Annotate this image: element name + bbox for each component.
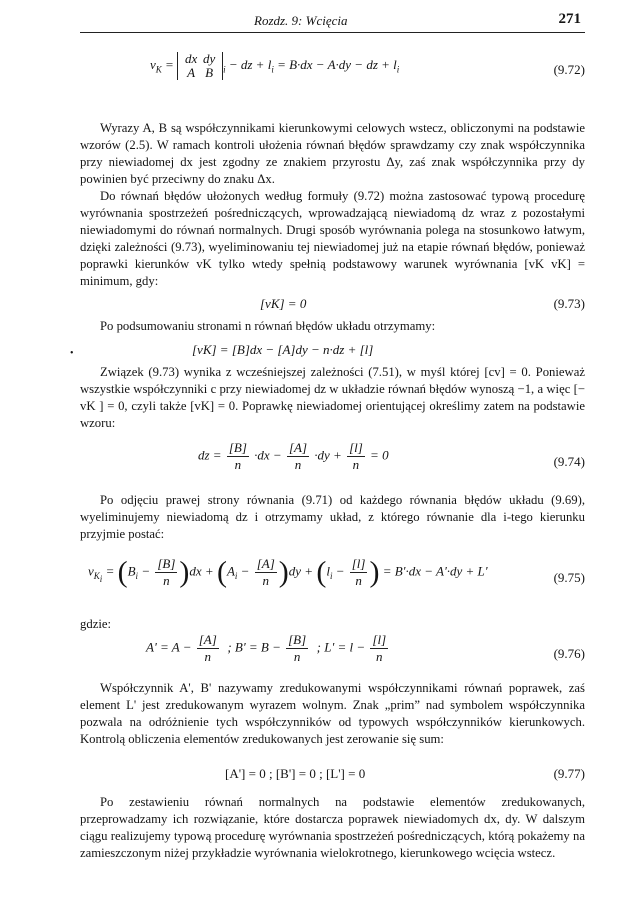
- fraction: $\frac{[l]}{n}$: [351, 556, 366, 588]
- gdzie-label: gdzie:: [80, 617, 112, 631]
- paragraph-7: Po zestawieniu równań normalnych na podstawie elementów zredukowanych, przeprowadzamy ich rozwiązanie, które dostarcza poprawek niewiadomych dx, dy. W dalszym ciągu realizujemy typową procedurę wyrównania spostrzeżeń pośredniczących, którą pokażemy na zamieszczonym niżej przykładzie wyrównania wielokrotnego, kierunkowego wcięcia wstecz.: [80, 795, 585, 860]
- fraction: $\frac{[B]}{n}$: [228, 440, 247, 472]
- paragraph-1: Wyrazy A, B są współczynnikami kierunkowymi celowych wstecz, obliczonymi na podstawie wzorów (2.5). W ramach kontroli ułożenia równań błędów sprawdzamy czy znak współczynnika przy niewiadomej dx jest zgodny ze znakiem przyrostu Δy, zaś znak współczynnika przy dy powinien być przeciwny do znaku Δx.: [80, 121, 585, 186]
- paragraph-4: Związek (9.73) wynika z wcześniejszej zależności (7.51), w myśl której [cv] = 0. Ponieważ wszystkie współczynniki c przy niewiadomej dz w układzie równań błędów wynoszą −1, a więc [− vK ] = 0, czyli także [vK] = 0. Poprawkę niewiadomej orientującej określimy zatem na podstawie wzoru:: [80, 365, 585, 430]
- eq-body: [vK] = 0: [260, 296, 307, 311]
- chapter-title: Rozdz. 9: Wcięcia: [254, 13, 348, 28]
- bullet-mark: •: [70, 348, 74, 359]
- equation-sum: [80, 342, 585, 362]
- fraction: $\frac{[A]}{n}$: [198, 632, 217, 664]
- equation-number: (9.72): [553, 62, 585, 77]
- fraction: $\frac{[B]}{n}$: [157, 556, 176, 588]
- eq-body: [vK] = [B]dx − [A]dy − n·dz + [l]: [192, 342, 374, 357]
- equation-9-76: A' = A − $\frac{[A]}{n}$ ; B' = B − $\frac{[B]}{n}$ ; L' = l − $\frac{[l]}{n}$ (9.76): [146, 632, 585, 664]
- equation-number: (9.76): [553, 646, 585, 661]
- fraction: $\frac{[A]}{n}$: [256, 556, 275, 588]
- fraction: $\frac{[l]}{n}$: [372, 632, 387, 664]
- determinant: dx dy A B: [177, 52, 223, 80]
- equation-9-77: [80, 766, 585, 786]
- header-rule: [80, 32, 585, 33]
- eq-rhs: − dz + $l_i = B\cdot dx - A\cdot dy$ − dz + $l_i$: [228, 56, 400, 75]
- eq-lhs: $v_K$ =: [150, 56, 174, 75]
- equation-9-75: $v_{K_i} = (B_i$ − $\frac{[B]}{n}$ )$dx + (A_i$ − $\frac{[A]}{n}$ )$dy + (l_i$ − $\frac{[l]}{n}$ ) = B'·dx − A'·dy + L' (9.75): [88, 555, 585, 589]
- page-number: 271: [558, 11, 581, 27]
- equation-number: (9.77): [553, 766, 585, 781]
- paragraph-5: Po odjęciu prawej strony równania (9.71) od każdego równania błędów układu (9.69), wyeliminujemy niewiadomą dz i otrzymamy układ, z którego równanie dla i-tego kierunku przyjmie postać:: [80, 493, 585, 541]
- equation-number: (9.73): [553, 296, 585, 311]
- equation-number: (9.75): [553, 570, 585, 585]
- eq-body: [A'] = 0 ; [B'] = 0 ; [L'] = 0: [225, 766, 366, 781]
- fraction: $\frac{[A]}{n}$: [288, 440, 308, 472]
- paragraph-2: Do równań błędów ułożonych według formuły (9.72) można zastosować typową procedurę wyrównania spostrzeżeń pośredniczących, wprowadzającą niewiadomą dz wraz z pozostałymi niewiadomymi do równań normalnych. Drugi sposób wyrównania polega na stosunkowo łatwym, dzięki zależności (9.73), wyeliminowaniu tej niewiadomej już na etapie równań błędów, ponieważ poprawki kierunków vK tylko wtedy spełnią podstawowy warunek wyrównania [vK vK] = minimum, gdy:: [80, 189, 585, 288]
- page-header: [80, 10, 585, 32]
- fraction: $\frac{[l]}{n}$: [349, 440, 363, 472]
- equation-number: (9.74): [553, 454, 585, 469]
- fraction: $\frac{[B]}{n}$: [288, 632, 307, 664]
- paragraph-3: Po podsumowaniu stronami n równań błędów układu otrzymamy:: [100, 319, 436, 333]
- paragraph-6: Współczynnik A', B' nazywamy zredukowanymi współczynnikami równań poprawek, zaś element L' jest zredukowanym wyrazem wolnym. Znak „prim” nad symbolem współczynnika pozwala na odróżnienie tych współczynników od typowych współczynników kierunkowych. Kontrolą obliczenia elementów zredukowanych jest zerowanie się sum:: [80, 681, 585, 746]
- equation-9-72: $v_K$ = dx dy A B $_i$ − dz + $l_i = B\cdot dx - A\cdot dy$ − dz + $l_i$ (9.72): [150, 51, 585, 80]
- equation-9-73: [80, 296, 585, 316]
- equation-9-74: dz = $\frac{[B]}{n}$ ·dx − $\frac{[A]}{n}$ ·dy + $\frac{[l]}{n}$ = 0 (9.74): [198, 440, 585, 472]
